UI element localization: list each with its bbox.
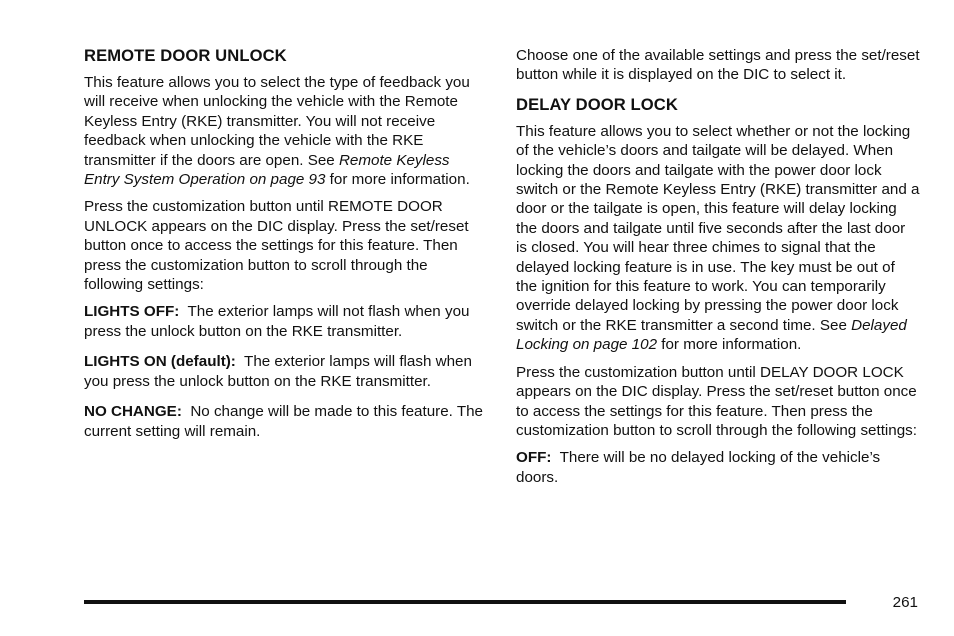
remote-door-unlock-instructions: Press the customization button until REMOTE DOOR UNLOCK appears on the DIC display. Press the set/reset button once to access the settings for this feature. Then press the customization button to scroll through the following settings:	[84, 198, 469, 294]
setting-lights-off	[84, 302, 488, 341]
setting-text: The exterior lamps will not flash when you press the unlock button on the RKE transmitter.	[84, 303, 470, 340]
footer-rule	[84, 600, 846, 604]
remote-door-unlock-description	[84, 73, 488, 189]
setting-label: LIGHTS OFF:	[84, 303, 180, 321]
left-column	[84, 46, 488, 452]
setting-no-change	[84, 402, 488, 441]
cross-reference-delayed-locking: Delayed Locking on page 102	[516, 316, 907, 354]
delay-door-lock-description	[516, 122, 920, 355]
description-tail: for more information.	[657, 336, 802, 354]
delay-door-lock-instructions: Press the customization button until DELAY DOOR LOCK appears on the DIC display. Press the set/reset button once to access the settings for this feature. Then press the customization button to scroll through the following settings:	[516, 363, 918, 439]
setting-text: There will be no delayed locking of the vehicle’s doors.	[516, 449, 881, 486]
heading-delay-door-lock: DELAY DOOR LOCK	[516, 94, 678, 114]
setting-label: LIGHTS ON (default):	[84, 353, 236, 371]
setting-text: No change will be made to this feature. The current setting will remain.	[84, 403, 483, 440]
heading-remote-door-unlock: REMOTE DOOR UNLOCK	[84, 46, 287, 65]
setting-label: OFF:	[516, 449, 552, 467]
setting-lights-on	[84, 352, 488, 391]
setting-text: The exterior lamps will flash when you press the unlock button on the RKE transmitter.	[84, 353, 472, 390]
description-tail: for more information.	[325, 171, 470, 189]
cross-reference-rke: Remote Keyless Entry System Operation on page 93	[84, 151, 450, 189]
setting-off	[516, 448, 920, 487]
description-text: This feature allows you to select whether or not the locking of the vehicle’s doors and tailgate will be delayed. When locking the doors and tailgate with the power door lock switch or the Remote Keyless Entry (RKE) transmitter and a door or the tailgate is open, this feature will delay locking the doors and tailgate until five seconds after the last door is closed. You will hear three chimes to signal that the delayed locking feature is in use. The key must be out of the ignition for this feature to work. You can temporarily override delayed locking by pressing the power door lock switch or the RKE transmitter a second time. See	[516, 122, 920, 334]
choose-setting-instructions: Choose one of the available settings and press the set/reset button while it is displayed on the DIC to select it.	[516, 47, 920, 84]
description-text: This feature allows you to select the type of feedback you will receive when unlocking the vehicle with the Remote Keyless Entry (RKE) transmitter. You will not receive feedback when unlocking the vehicle with the RKE transmitter if the doors are open. See	[84, 74, 470, 169]
setting-label: NO CHANGE:	[84, 403, 182, 421]
right-column	[516, 46, 920, 498]
page-number: 261	[892, 594, 918, 611]
